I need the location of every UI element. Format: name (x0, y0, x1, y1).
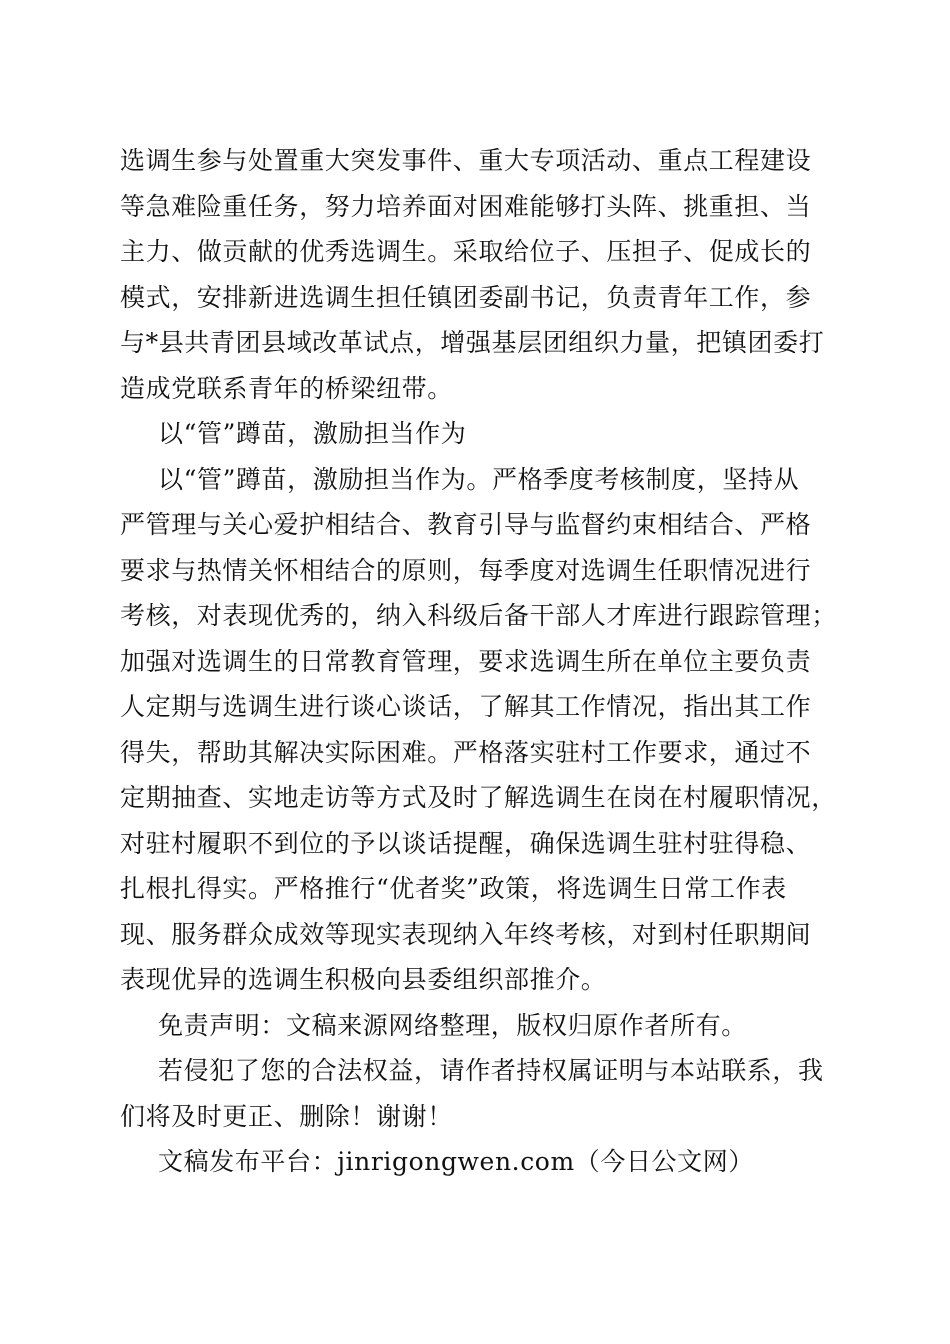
publisher-line: 文稿发布平台：jinrigongwen.com（今日公文网） (158, 1147, 754, 1176)
text-line: 严管理与关心爱护相结合、教育引导与监督约束相结合、严格 (120, 510, 812, 539)
text-line: 主力、做贡献的优秀选调生。采取给位子、压担子、促成长的 (120, 237, 812, 266)
disclaimer-line: 免责声明：文稿来源网络整理，版权归原作者所有。 (158, 1010, 747, 1040)
text-line: 选调生参与处置重大突发事件、重大专项活动、重点工程建设 (120, 146, 812, 175)
text-line: 加强对选调生的日常教育管理，要求选调生所在单位主要负责 (120, 646, 812, 676)
text-line: 等急难险重任务，努力培养面对困难能够打头阵、挑重担、当 (120, 191, 812, 221)
text-line: 现、服务群众成效等现实表现纳入年终考核，对到村任职期间 (120, 919, 812, 949)
text-line: 人定期与选调生进行谈心谈话，了解其工作情况，指出其工作 (120, 692, 812, 721)
section-heading: 以“管”蹲苗，激励担当作为 (158, 419, 467, 448)
text-line: 表现优异的选调生积极向县委组织部推介。 (120, 965, 607, 994)
text-line: 得失，帮助其解决实际困难。严格落实驻村工作要求，通过不 (120, 737, 812, 767)
text-line: 造成党联系青年的桥梁纽带。 (120, 373, 453, 403)
text-line: 要求与热情关怀相结合的原则，每季度对选调生任职情况进行 (120, 555, 812, 585)
text-line: 考核，对表现优秀的，纳入科级后备干部人才库进行跟踪管理； (120, 601, 837, 630)
text-line: 定期抽查、实地走访等方式及时了解选调生在岗在村履职情况， (120, 783, 837, 812)
text-line: 对驻村履职不到位的予以谈话提醒，确保选调生驻村驻得稳、 (120, 828, 812, 858)
text-line: 模式，安排新进选调生担任镇团委副书记，负责青年工作，参 (120, 282, 812, 312)
document-body (120, 138, 837, 1185)
text-line: 扎根扎得实。严格推行“优者奖”政策，将选调生日常工作表 (120, 874, 787, 903)
disclaimer-line: 若侵犯了您的合法权益，请作者持权属证明与本站联系，我 (158, 1056, 824, 1085)
disclaimer-line: 们将及时更正、删除！谢谢！ (120, 1101, 453, 1131)
text-line: 与*县共青团县域改革试点，增强基层团组织力量，把镇团委打 (120, 328, 825, 357)
text-line: 以“管”蹲苗，激励担当作为。严格季度考核制度，坚持从 (158, 464, 800, 494)
